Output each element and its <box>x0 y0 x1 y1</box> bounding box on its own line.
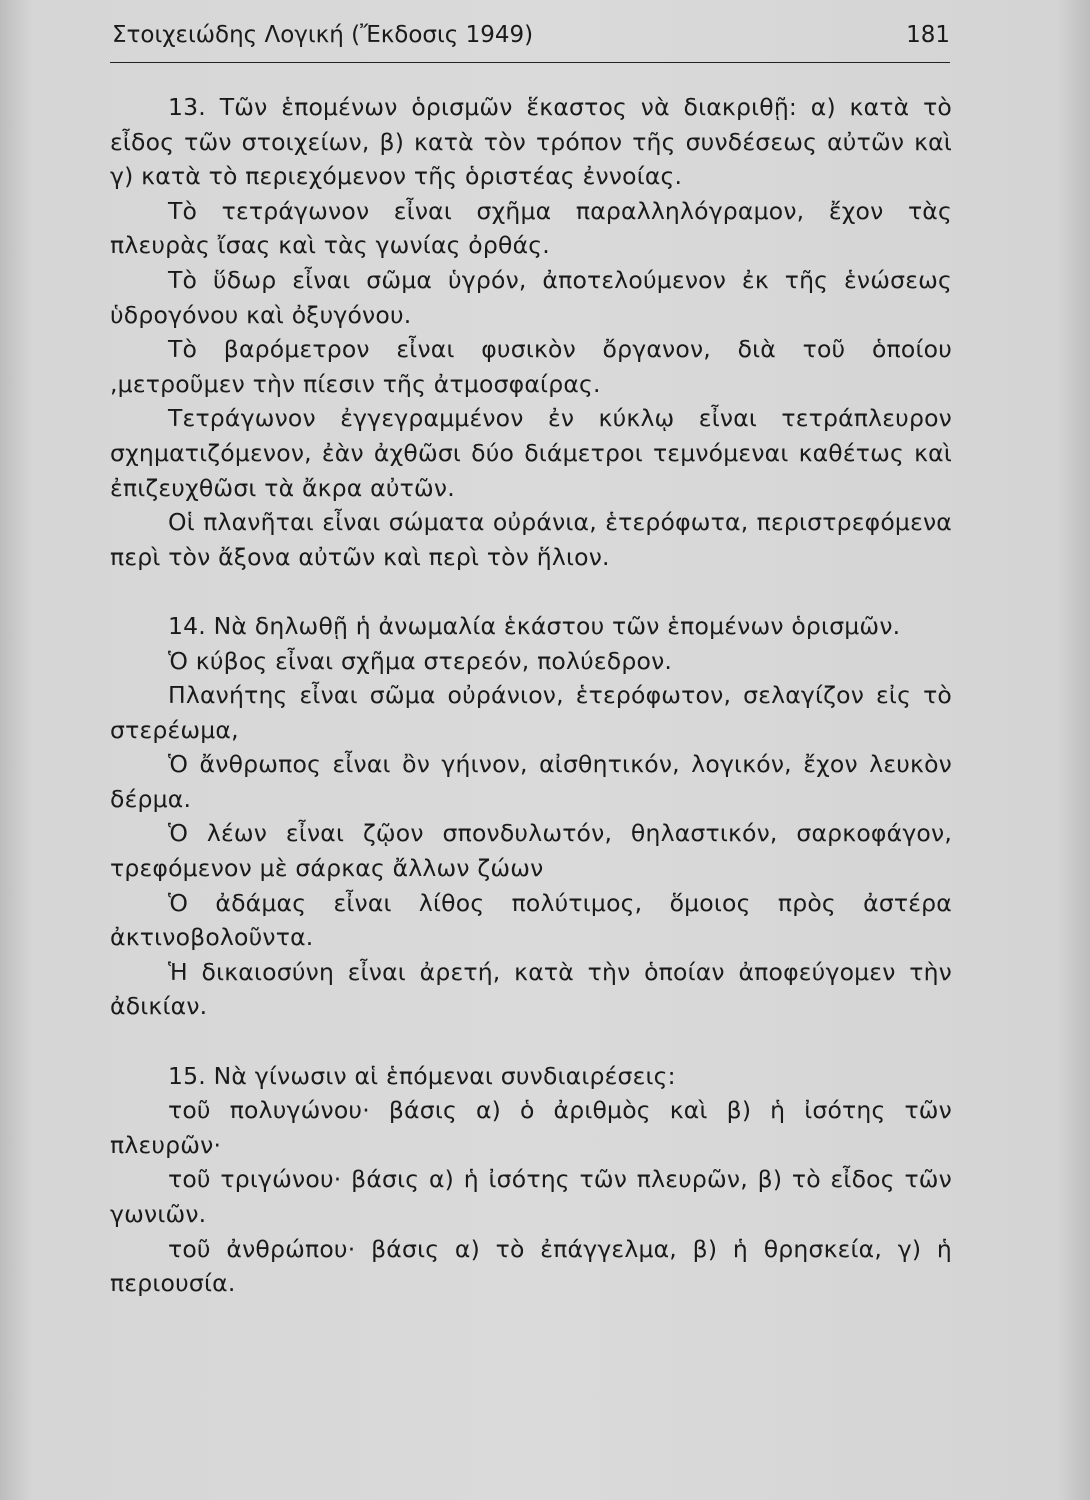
exercise-15-prompt: 15. Νὰ γίνωσιν αἱ ἑπόμεναι συνδιαιρέσεις: <box>168 1061 676 1090</box>
definition-barometer: Τὸ βαρόμετρον εἶναι φυσικὸν ὄργανον, διὰ τοῦ ὁποίου ,μετροῦμεν τὴν πίεσιν τῆς ἀτμοσφαίρας. <box>110 335 952 398</box>
definition-lion: Ὁ λέων εἶναι ζῷον σπονδυλωτόν, θηλαστικόν, σαρκοφάγον, τρεφόμενον μὲ σάρκας ἄλλων ζώων <box>110 819 952 883</box>
running-title: Στοιχειώδης Λογική (Ἔκδοσις 1949) <box>112 22 534 48</box>
running-head <box>112 22 950 62</box>
definition-diamond: Ὁ ἀδάμας εἶναι λίθος πολύτιμος, ὅμοιος πρὸς ἀστέρα ἀκτινοβολοῦντα. <box>110 888 952 952</box>
section-gap <box>110 1024 952 1059</box>
exercise-15 <box>110 1059 952 1301</box>
division-triangle: τοῦ τριγώνου· βάσις α) ἡ ἰσότης τῶν πλευρῶν, β) τὸ εἶδος τῶν γωνιῶν. <box>110 1165 952 1228</box>
division-polygon: τοῦ πολυγώνου· βάσις α) ὁ ἀριθμὸς καὶ β) ἡ ἰσότης τῶν πλευρῶν· <box>110 1096 952 1159</box>
exercise-14-prompt: 14. Νὰ δηλωθῇ ἡ ἀνωμαλία ἑκάστου τῶν ἑπομένων ὁρισμῶν. <box>168 611 901 640</box>
exercise-13 <box>110 90 952 574</box>
definition-inscribed-square: Τετράγωνον ἐγγεγραμμένον ἐν κύκλῳ εἶναι τετράπλευρον σχηματιζόμενον, ἐὰν ἀχθῶσι δύο διάμετροι τεμνόμεναι καθέτως καὶ ἐπιζευχθῶσι τὰ ἄκρα αὐτῶν. <box>110 404 952 502</box>
exercise-14 <box>110 609 952 1024</box>
definition-justice: Ἡ δικαιοσύνη εἶναι ἀρετή, κατὰ τὴν ὁποίαν ἀποφεύγομεν τὴν ἀδικίαν. <box>110 957 952 1021</box>
definition-cube: Ὁ κύβος εἶναι σχῆμα στερεόν, πολύεδρον. <box>168 646 673 675</box>
definition-planets: Οἱ πλανῆται εἶναι σώματα οὐράνια, ἑτερόφωτα, περιστρεφόμενα περὶ τὸν ἄξονα αὐτῶν καὶ περὶ τὸν ἥλιον. <box>110 508 952 571</box>
definition-water: Τὸ ὕδωρ εἶναι σῶμα ὑγρόν, ἀποτελούμενον ἐκ τῆς ἑνώσεως ὑδρογόνου καὶ ὀξυγόνου. <box>110 265 952 329</box>
division-human: τοῦ ἀνθρώπου· βάσις α) τὸ ἐπάγγελμα, β) ἡ θρησκεία, γ) ἡ περιουσία. <box>110 1234 952 1298</box>
definition-square: Τὸ τετράγωνον εἶναι σχῆμα παραλληλόγραμον, ἔχον τὰς πλευρὰς ἴσας καὶ τὰς γωνίας ὀρθάς. <box>110 196 952 260</box>
header-rule <box>110 62 950 63</box>
definition-human: Ὁ ἄνθρωπος εἶναι ὂν γήινον, αἰσθητικόν, λογικόν, ἔχον λευκὸν δέρμα. <box>110 750 952 813</box>
exercise-13-prompt: 13. Τῶν ἑπομένων ὁρισμῶν ἕκαστος νὰ διακριθῇ: α) κατὰ τὸ εἶδος τῶν στοιχείων, β) κατὰ τὸν τρόπον τῆς συνδέσεως αὐτῶν καὶ γ) κατὰ τὸ περιεχόμενον τῆς ὁριστέας ἐννοίας. <box>110 93 952 191</box>
page-body <box>110 90 952 1301</box>
definition-planet: Πλανήτης εἶναι σῶμα οὐράνιον, ἑτερόφωτον, σελαγίζον εἰς τὸ στερέωμα, <box>110 681 952 744</box>
section-gap <box>110 574 952 609</box>
page-number: 181 <box>906 22 950 48</box>
